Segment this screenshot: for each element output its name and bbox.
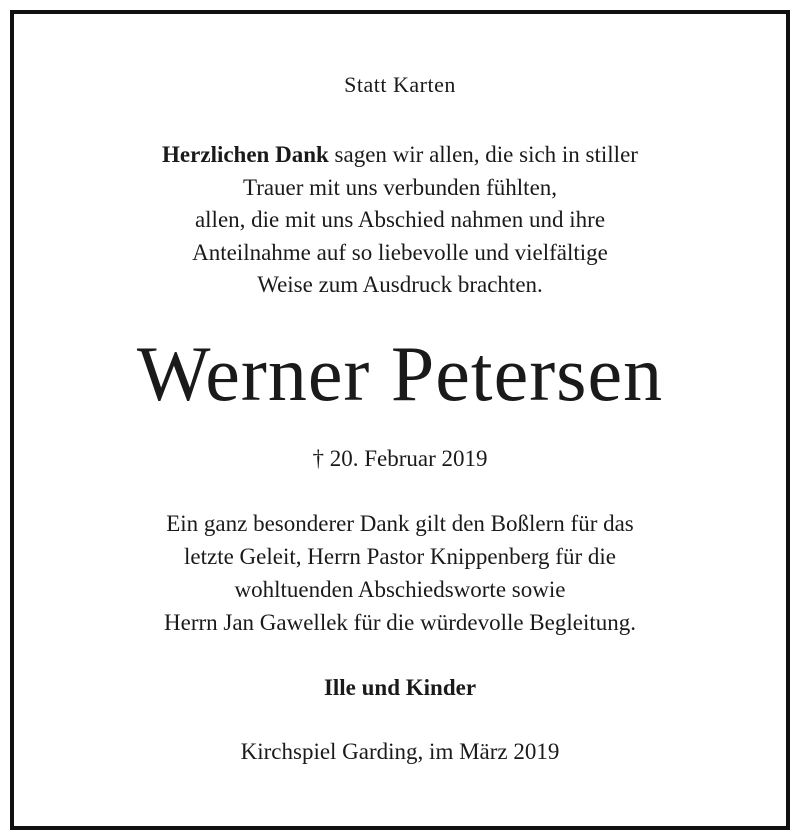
thanks-first-line bbox=[14, 139, 786, 172]
special-thanks-line: Ein ganz besonderer Dank gilt den Boßlern für das bbox=[166, 511, 634, 536]
thanks-line: allen, die mit uns Abschied nahmen und ihre bbox=[194, 207, 606, 232]
thanks-line: Anteilnahme auf so liebevolle und vielfältige bbox=[192, 239, 608, 265]
notice-frame bbox=[10, 10, 790, 830]
thanks-lead-bold: Herzlichen Dank bbox=[162, 142, 329, 167]
death-date: † 20. Februar 2019 bbox=[312, 446, 488, 471]
thanks-line: Weise zum Ausdruck brachten. bbox=[257, 272, 543, 297]
special-thanks-paragraph bbox=[14, 507, 786, 639]
notice-content bbox=[14, 14, 794, 834]
place-date: Kirchspiel Garding, im März 2019 bbox=[240, 739, 560, 764]
thanks-lead-rest: sagen wir allen, die sich in stiller bbox=[328, 142, 638, 167]
thanks-paragraph bbox=[14, 139, 786, 302]
special-thanks-line: Herrn Jan Gawellek für die würdevolle Begleitung. bbox=[164, 610, 636, 635]
deceased-name: Werner Petersen bbox=[136, 330, 664, 417]
notice-header: Statt Karten bbox=[344, 72, 456, 97]
special-thanks-line: letzte Geleit, Herrn Pastor Knippenberg für die bbox=[184, 544, 616, 569]
signature: Ille und Kinder bbox=[323, 675, 477, 700]
special-thanks-line: wohltuenden Abschiedsworte sowie bbox=[234, 577, 566, 602]
thanks-line: Trauer mit uns verbunden fühlten, bbox=[242, 174, 558, 200]
